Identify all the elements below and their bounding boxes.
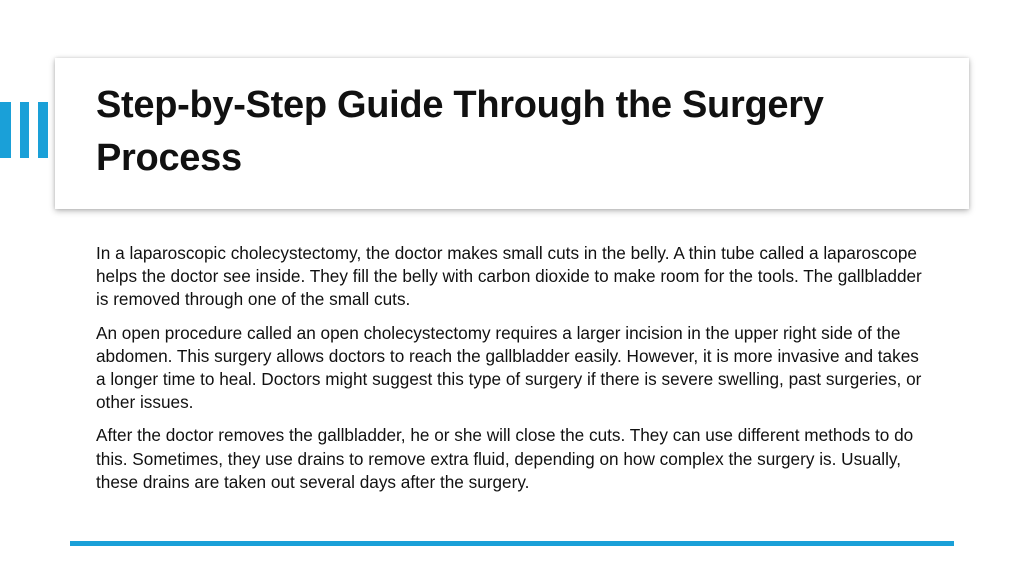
slide-title: Step-by-Step Guide Through the Surgery Process	[96, 84, 824, 179]
body-paragraph: After the doctor removes the gallbladder, he or she will close the cuts. They can use different methods to do this. Sometimes, they use drains to remove extra fluid, depending on how complex the surgery is. Usually, these drains are taken out several days after the surgery.	[96, 425, 914, 492]
title-card	[55, 58, 969, 209]
body-text	[96, 242, 924, 504]
accent-bar	[0, 102, 11, 158]
body-paragraph: An open procedure called an open cholecystectomy requires a larger incision in the upper right side of the abdomen. This surgery allows doctors to reach the gallbladder easily. However, it is more invasive and takes a longer time to heal. Doctors might suggest this type of surgery if there is severe swelling, past surgeries, or other issues.	[96, 322, 922, 413]
accent-bar	[20, 102, 29, 158]
accent-bar	[38, 102, 48, 158]
body-paragraph: In a laparoscopic cholecystectomy, the doctor makes small cuts in the belly. A thin tube called a laparoscope helps the doctor see inside. They fill the belly with carbon dioxide to make room for the tools. The gallbladder is removed through one of the small cuts.	[96, 243, 922, 310]
bottom-divider	[70, 541, 954, 546]
